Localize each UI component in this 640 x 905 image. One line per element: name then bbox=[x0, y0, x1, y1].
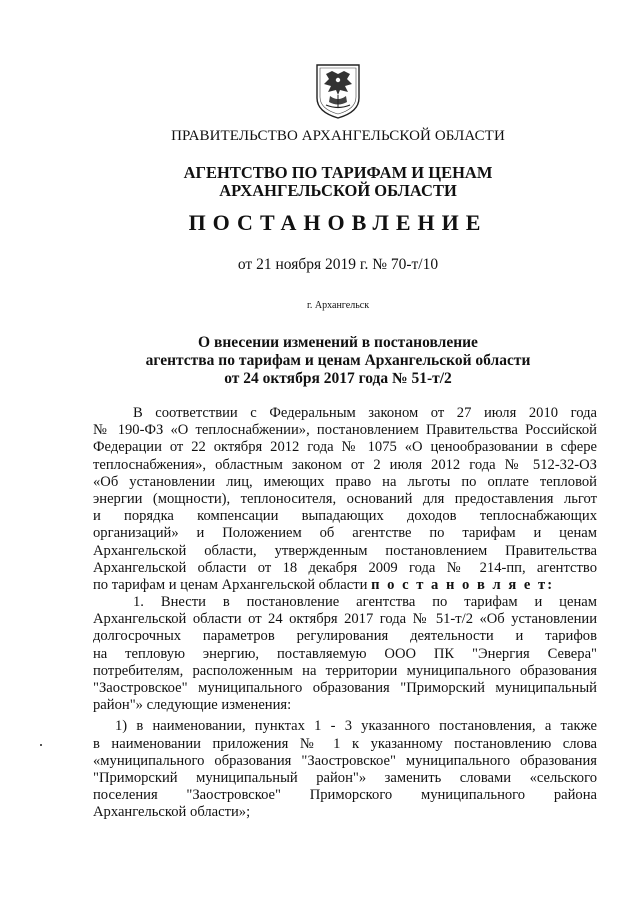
agency-name-line: АГЕНТСТВО ПО ТАРИФАМ И ЦЕНАМ bbox=[183, 163, 493, 182]
subject-line: агентства по тарифам и ценам Архангельской области bbox=[145, 352, 531, 369]
document-type-title: ПОСТАНОВЛЕНИЕ bbox=[188, 210, 488, 235]
body-line: теплоснабжения», областным законом от 2 июля 2012 года № 512-32-ОЗ bbox=[93, 456, 597, 473]
body-line: Архангельской области от 18 декабря 2009 года № 214-пп, агентство bbox=[93, 559, 597, 576]
body-line: организаций» и Положением об агентстве по тарифам и ценам bbox=[93, 525, 597, 542]
body-line: 1) в наименовании, пунктах 1 - 3 указанного постановления, а также bbox=[115, 718, 597, 735]
body-line: «муниципального образования "Заостровское" муниципального образования bbox=[93, 752, 597, 769]
scan-speck bbox=[40, 744, 42, 746]
agency-name-line: АРХАНГЕЛЬСКОЙ ОБЛАСТИ bbox=[219, 181, 457, 200]
subject-line: от 24 октября 2017 года № 51-т/2 bbox=[224, 370, 452, 387]
body-line: в наименовании приложения № 1 к указанному постановлению слова bbox=[93, 735, 597, 752]
body-line: "Приморский муниципальный район"» заменить словами «сельского bbox=[93, 769, 597, 786]
date-and-number: от 21 ноября 2019 г. № 70-т/10 bbox=[237, 256, 439, 273]
government-name: ПРАВИТЕЛЬСТВО АРХАНГЕЛЬСКОЙ ОБЛАСТИ bbox=[171, 128, 505, 144]
body-line: район"» следующие изменения: bbox=[93, 697, 292, 714]
resolves-word: п о с т а н о в л я е т: bbox=[371, 576, 555, 593]
body-line: долгосрочных параметров регулирования деятельности и тарифов bbox=[93, 628, 597, 645]
body-line: Федерации от 22 октября 2012 года № 1075 «О ценообразовании в сфере bbox=[93, 439, 597, 456]
body-line: 1. Внести в постановление агентства по тарифам и ценам bbox=[133, 594, 597, 611]
subject-line: О внесении изменений в постановление bbox=[198, 334, 478, 351]
body-line: Архангельской области»; bbox=[93, 804, 251, 821]
body-line: "Заостровское" муниципального образования "Приморский муниципальный bbox=[93, 680, 597, 696]
document-body bbox=[93, 405, 597, 822]
body-line: № 190-ФЗ «О теплоснабжении», постановлением Правительства Российской bbox=[93, 422, 597, 439]
city-name: г. Архангельск bbox=[306, 300, 370, 311]
body-line: поселения "Заостровское" Приморского муниципального района bbox=[93, 787, 597, 804]
arkhangelsk-coat-of-arms-icon bbox=[314, 62, 362, 120]
body-line: энергии (мощности), теплоносителя, оснований для предоставления льгот bbox=[93, 490, 597, 507]
body-text: по тарифам и ценам Архангельской области bbox=[93, 576, 368, 593]
body-line: и порядка компенсации выпадающих доходов теплоснабжающих bbox=[93, 508, 597, 525]
body-line: «Об установлении лиц, имеющих право на льготы по оплате тепловой bbox=[93, 473, 597, 490]
body-line: на тепловую энергию, поставляемую ООО ПК "Энергия Севера" bbox=[93, 645, 597, 662]
agency-name bbox=[0, 164, 640, 200]
document-subject bbox=[0, 334, 640, 388]
body-line: потребителям, расположенным на территории муниципального образования bbox=[93, 662, 597, 679]
body-line: Архангельской области, утвержденным постановлением Правительства bbox=[93, 542, 597, 559]
body-line: Архангельской области от 24 октября 2017 года № 51-т/2 «Об установлении bbox=[93, 611, 597, 628]
body-line bbox=[93, 577, 597, 594]
body-line: В соответствии с Федеральным законом от 27 июля 2010 года bbox=[133, 405, 597, 421]
